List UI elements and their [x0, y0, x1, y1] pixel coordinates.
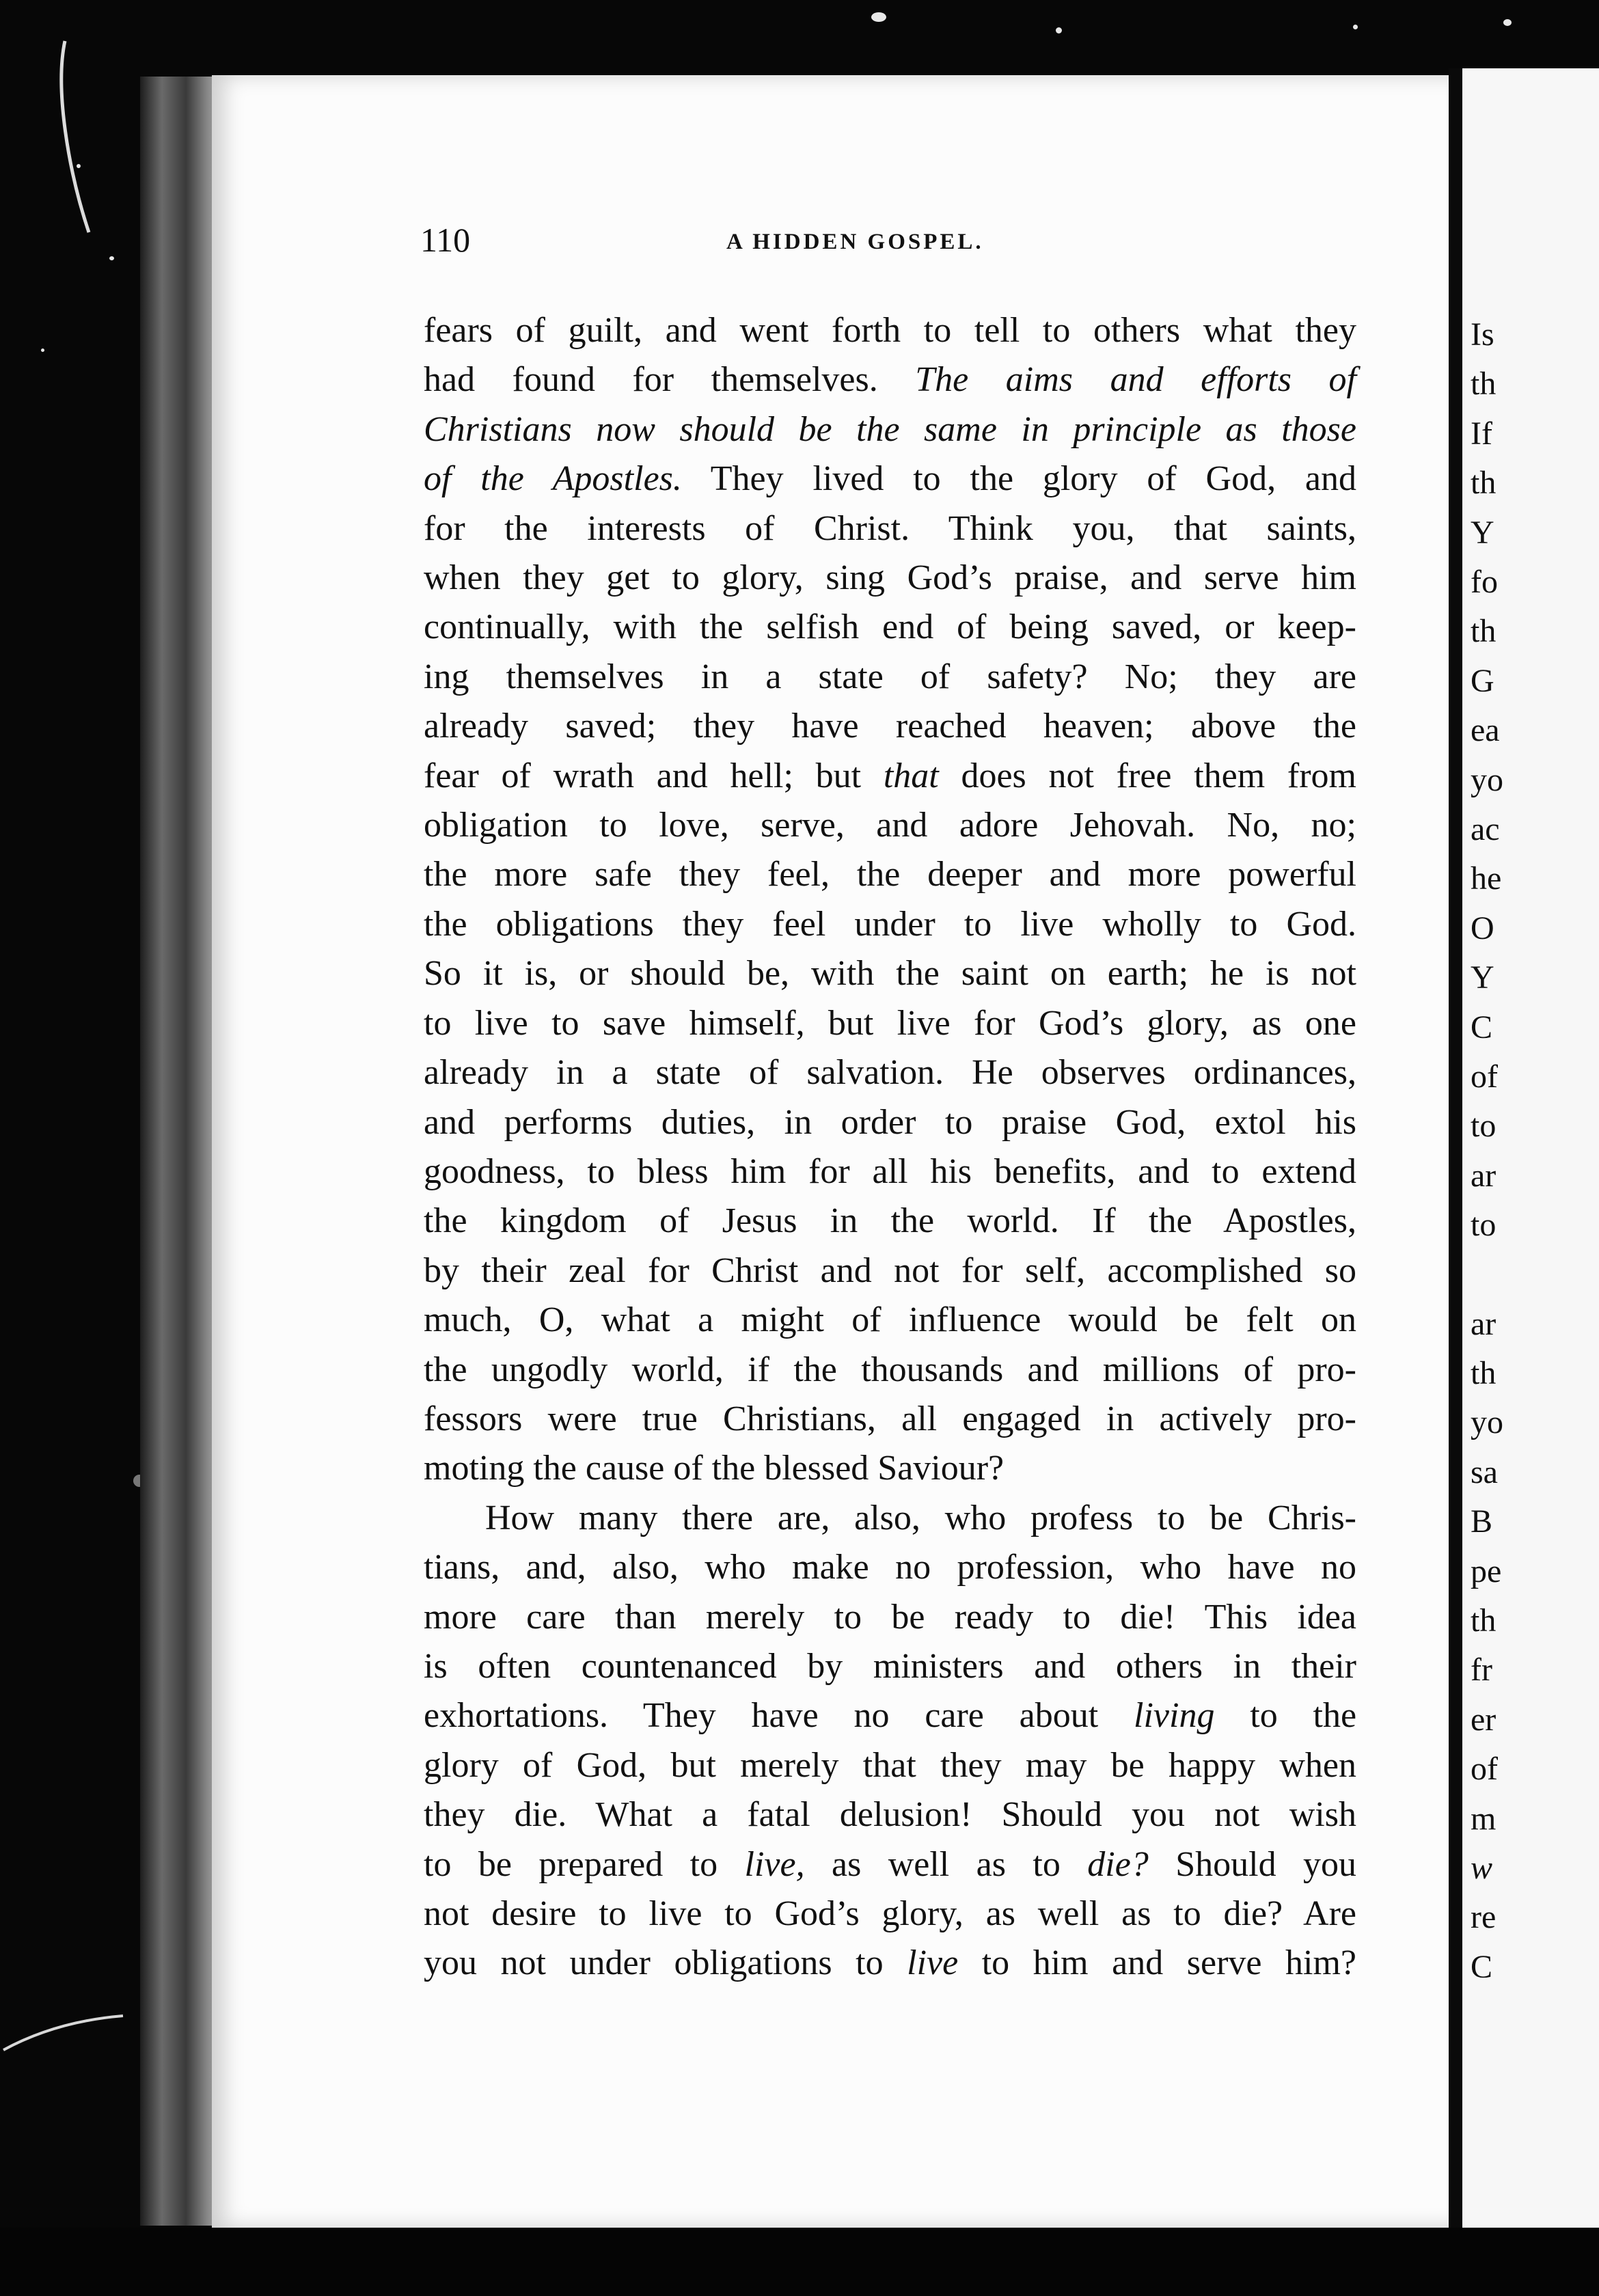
text-line: goodness, to bless him for all his benefits, and to extend	[424, 1151, 1356, 1191]
scratch-line	[48, 34, 102, 239]
dust-speck	[871, 12, 886, 22]
facing-page-fragment: of	[1471, 1058, 1498, 1095]
text-line: How many there are, also, who profess to be Chris-	[485, 1498, 1356, 1538]
text-line: the ungodly world, if the thousands and millions of pro-	[424, 1350, 1356, 1389]
facing-page-fragment: O	[1471, 910, 1494, 946]
facing-page-fragment: pe	[1471, 1553, 1502, 1589]
text-line: by their zeal for Christ and not for self, accomplished so	[424, 1250, 1356, 1290]
text-line: ing themselves in a state of safety? No; they are	[424, 657, 1356, 696]
facing-page-fragment: th	[1471, 465, 1496, 502]
text-line: Christians now should be the same in principle as those	[424, 409, 1356, 449]
text-line: continually, with the selfish end of being saved, or keep-	[424, 607, 1356, 647]
text-line: already saved; they have reached heaven; above the	[424, 707, 1356, 746]
text-line: the obligations they feel under to live wholly to God.	[424, 904, 1356, 944]
paragraph	[424, 306, 1356, 1494]
text-line: fessors were true Christians, all engaged in actively pro-	[424, 1399, 1356, 1438]
text-line: when they get to glory, sing God’s praise, and serve him	[424, 558, 1356, 598]
facing-page-fragment: yo	[1471, 761, 1503, 798]
page-number: 110	[420, 221, 471, 259]
text-line: fear of wrath and hell; but that does not free them from	[424, 756, 1356, 795]
facing-page-fragment: Is	[1471, 316, 1494, 353]
facing-page-fragment: of	[1471, 1751, 1498, 1788]
facing-page-fragment: re	[1471, 1899, 1496, 1936]
facing-page-fragment: B	[1471, 1503, 1493, 1540]
dust-speck	[1503, 19, 1512, 26]
facing-page-fragment: w	[1471, 1850, 1493, 1886]
text-line: exhortations. They have no care about living to the	[424, 1696, 1357, 1736]
text-line: So it is, or should be, with the saint on earth; he is not	[424, 954, 1356, 994]
facing-page-fragment: to	[1471, 1108, 1496, 1145]
text-line: the kingdom of Jesus in the world. If the Apostles,	[424, 1201, 1356, 1241]
text-line: more care than merely to be ready to die! This idea	[424, 1597, 1356, 1637]
facing-page-fragment: th	[1471, 1602, 1496, 1639]
facing-page-fragment: er	[1471, 1701, 1496, 1738]
text-line: of the Apostles. They lived to the glory of God, and	[424, 459, 1357, 499]
text-line: fears of guilt, and went forth to tell to others what they	[424, 311, 1356, 350]
text-line: and performs duties, in order to praise God, extol his	[424, 1102, 1356, 1142]
text-line: for the interests of Christ. Think you, that saints,	[424, 508, 1356, 548]
dust-speck	[1353, 25, 1358, 29]
facing-page-fragment: th	[1471, 1355, 1496, 1391]
text-line: the more safe they feel, the deeper and more powerful	[424, 855, 1356, 894]
text-line: they die. What a fatal delusion! Should you not wish	[424, 1795, 1356, 1835]
text-line: tians, and, also, who make no profession, who have no	[424, 1548, 1356, 1587]
text-line: to live to save himself, but live for God’s glory, as one	[424, 1003, 1356, 1043]
running-head: A HIDDEN GOSPEL.	[726, 230, 984, 254]
facing-page-fragment: sa	[1471, 1453, 1498, 1490]
text-line: much, O, what a might of influence would be felt on	[424, 1300, 1356, 1340]
facing-page-fragment: fr	[1471, 1652, 1492, 1689]
text-line: obligation to love, serve, and adore Jehovah. No, no;	[424, 806, 1356, 845]
text-line: glory of God, but merely that they may be happy when	[424, 1745, 1356, 1785]
facing-page-fragment: C	[1471, 1009, 1493, 1046]
facing-page-fragment: C	[1471, 1948, 1493, 1985]
text-line: already in a state of salvation. He observes ordinances,	[424, 1053, 1356, 1093]
text-line: moting the cause of the blessed Saviour?	[424, 1449, 1004, 1488]
facing-page-fragment: ea	[1471, 712, 1500, 749]
facing-page-fragment: ar	[1471, 1157, 1496, 1194]
text-line: you not under obligations to live to him and serve him?	[424, 1943, 1357, 1983]
scratch-line	[0, 2009, 130, 2057]
scan-border	[0, 2228, 1599, 2296]
dust-speck	[41, 348, 44, 352]
paragraph	[424, 1494, 1356, 1988]
body-text	[424, 306, 1356, 1988]
facing-page-fragment: Y	[1471, 959, 1494, 996]
text-line: to be prepared to live, as well as to die? Should you	[424, 1844, 1357, 1884]
facing-page-fragment: m	[1471, 1800, 1496, 1837]
facing-page-fragment: he	[1471, 860, 1502, 897]
facing-page-fragment: Y	[1471, 514, 1494, 551]
facing-page-fragment: yo	[1471, 1404, 1503, 1441]
facing-page-fragment: If	[1471, 415, 1492, 452]
text-line: had found for themselves. The aims and efforts of	[424, 360, 1357, 400]
facing-page-fragment: ar	[1471, 1305, 1496, 1342]
facing-page-fragment: th	[1471, 613, 1496, 650]
dust-speck	[1056, 27, 1062, 33]
facing-page-fragment: th	[1471, 366, 1496, 402]
text-line: not desire to live to God’s glory, as well as to die? Are	[424, 1894, 1356, 1933]
page-gutter	[1449, 68, 1462, 2234]
facing-page-fragment: G	[1471, 662, 1494, 699]
facing-page-fragment: ac	[1471, 811, 1500, 847]
page-header	[420, 220, 1363, 268]
facing-page-fragment: to	[1471, 1207, 1496, 1244]
text-line: is often countenanced by ministers and others in their	[424, 1646, 1356, 1686]
dust-speck	[109, 256, 114, 260]
facing-page-fragment: fo	[1471, 564, 1498, 600]
